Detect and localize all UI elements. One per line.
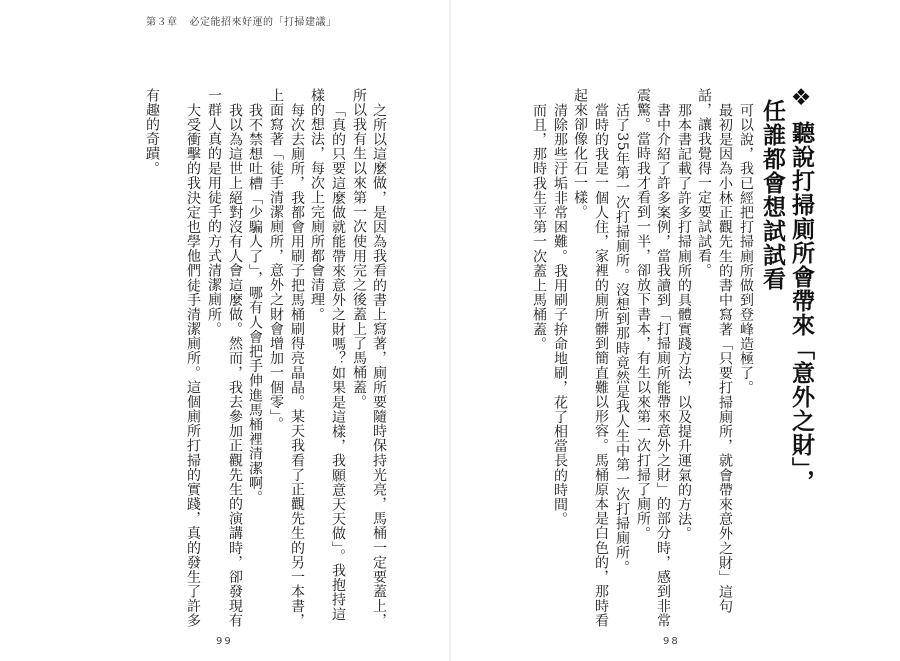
right-text-line: 震驚。當時我才看到一半，卻放下書本，有生以來第一次打掃了廁所。 — [635, 88, 651, 541]
right-text-line: 起來卻像化石一樣。 — [572, 88, 588, 220]
right-text-line: 當時的我是一個人住，家裡的廁所髒到簡直難以形容。馬桶原本是白色的，那時看 — [593, 103, 609, 628]
left-text-line: 我以為這世上絕對沒有人會這麼做。然而，我去參加正觀先生的演講時，卻發現有 — [227, 103, 243, 628]
right-text-line: 可以說，我已經把打掃廁所做到登峰造極了。 — [738, 103, 754, 395]
section-title-line-1: ❖ 聽說打掃廁所會帶來「意外之財」， — [788, 85, 814, 494]
page-number-right: 98 — [663, 636, 680, 647]
chapter-label: 第３章 — [146, 17, 178, 28]
right-text-line: 而且，那時我生平第一次蓋上馬桶蓋。 — [531, 103, 547, 352]
right-text-line: 書中介紹了許多案例，當我讀到「打掃廁所能帶來意外之財」的部分時，感到非常 — [655, 103, 671, 628]
right-text-line: 最初是因為小林正觀先生的書中寫著「只要打掃廁所，就會帶來意外之財」這句 — [717, 103, 733, 614]
right-text-line: 活了35年第一次打掃廁所。沒想到那時竟然是我人生中第一次打掃廁所。 — [614, 103, 630, 575]
left-text-line: 之所以這麼做，是因為我看的書上寫著，廁所要隨時保持光亮，馬桶一定要蓋上， — [371, 103, 387, 628]
left-text-line: 「真的只要這麼做就能帶來意外之財嗎？如果是這樣，我願意天天做」。我抱持這 — [330, 103, 346, 622]
left-text-line: 一群人真的是用徒手的方式清潔廁所。 — [206, 88, 222, 337]
running-header — [146, 13, 349, 28]
left-text-line: 每次去廁所，我都會用刷子把馬桶刷得亮晶晶。某天我看了正觀先生的另一本書， — [289, 103, 305, 628]
left-text-line: 所以我有生以來第一次使用完之後蓋上了馬桶蓋。 — [351, 88, 367, 410]
section-title-line-2: 任誰都會想試試看 — [759, 99, 785, 291]
book-gutter — [449, 0, 451, 661]
right-text-line: 清除那些汙垢非常困難。我用刷子拚命地刷，花了相當長的時間。 — [552, 103, 568, 527]
left-text-line: 大受衝擊的我決定也學他們徒手清潔廁所。這個廁所打掃的實踐，真的發生了許多 — [185, 103, 201, 628]
left-text-line: 有趣的奇蹟。 — [144, 88, 160, 176]
chapter-title: 必定能招來好運的「打掃建議」 — [189, 17, 337, 28]
left-text-line: 上面寫著「徒手清潔廁所，意外之財會增加一個零」。 — [268, 88, 284, 432]
page-number-left: 99 — [216, 636, 233, 647]
right-text-line: 那本書記載了許多打掃廁所的具體實踐方法，以及提升運氣的方法。 — [676, 103, 692, 541]
left-text-line: 我不禁想吐槽「少騙人了」，哪有人會把手伸進馬桶裡清潔啊。 — [247, 103, 263, 505]
right-text-line: 話，讓我覺得一定要試試看。 — [696, 88, 712, 278]
left-text-line: 樣的想法，每次上完廁所都會清理。 — [309, 88, 325, 322]
